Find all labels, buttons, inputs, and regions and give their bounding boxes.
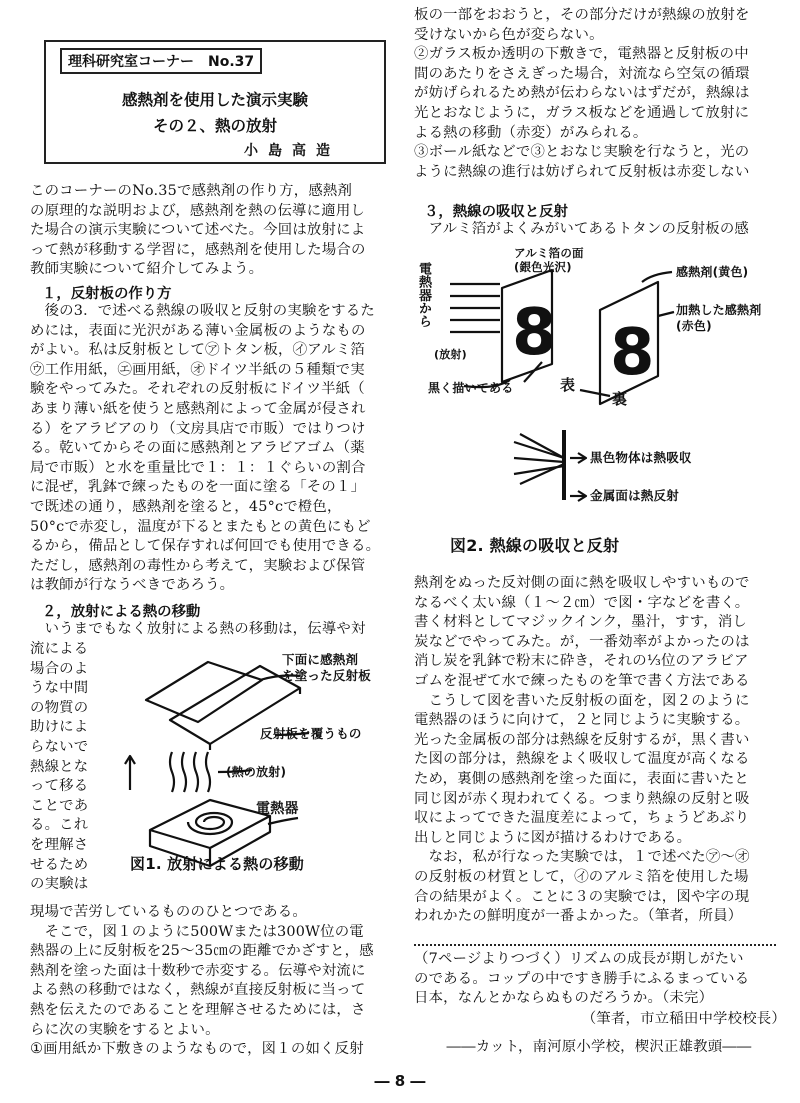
- fig2-label-black: 黒く描いてある: [428, 381, 514, 395]
- section-2-first-line: いうまでもなく放射による熱の移動は，伝導や対: [30, 621, 366, 637]
- section-2-narrow-text: 流による 場合のよ うな中間 の物質の 助けによ らないで 熱線とな って移る ことであ る。これ を理解さ せるため の実験は: [30, 641, 89, 893]
- fig1-label-plate: 下面に感熱剤 を塗った反射板: [282, 652, 371, 683]
- cut-credit: ――カット，南河原小学校，楔沢正雄教頭――: [446, 1039, 752, 1055]
- figure-2: [404, 246, 784, 572]
- fig2-label-front: 表: [560, 376, 576, 394]
- fig2-label-reflect: 金属面は熱反射: [590, 488, 679, 503]
- figure-2-drawing: [404, 246, 784, 572]
- fig2-caption: 図2. 熱線の吸収と反射: [450, 536, 620, 555]
- fig2-label-red: 加熱した感熱剤 (赤色): [676, 303, 762, 333]
- ray-3: [194, 752, 198, 792]
- section-heading-3: ３，熱線の吸収と反射: [424, 204, 568, 220]
- reflector-plate: [146, 662, 262, 722]
- figure-1: [110, 640, 400, 900]
- fig2-label-alum: アルミ箔の面 (銀色光沢): [514, 246, 584, 274]
- ray-1: [170, 752, 174, 792]
- title-box: [44, 40, 386, 164]
- fig1-label-heater: 電熱器: [256, 801, 299, 817]
- section-2-body: 現場で苦労しているもののひとつである。 そこで，図１のように500Wまたは300W位の電 熱器の上に反射板を25〜35㎝の距離でかざすと，感 熱剤を塗った面は十数秒で赤変する。伝導や対流に よる熱の移動ではなく，熱線が直接反射板に当って 熱を伝えたのであることを理解させるためには，さ らに次の実験をするとよい。 ①画用紙か下敷きのようなもので，図１の如く反射: [30, 904, 374, 1058]
- signature: （筆者，市立稲田中学校校長）: [581, 1011, 786, 1027]
- section-heading-1: １，反射板の作り方: [42, 286, 172, 302]
- author: 小島高造: [244, 143, 340, 159]
- fig1-label-rays: (熱の放射): [226, 765, 287, 779]
- article-title: 感熱剤を使用した演示実験: [121, 91, 308, 109]
- fig2-label-paint: 感熱剤(黄色): [676, 265, 749, 279]
- right-top-paragraph: 板の一部をおおうと，その部分だけが熱線の放射を 受けないから色が変らない。 ②ガラス板か透明の下敷きで，電熱器と反射板の中 間のあたりをさえぎった場合，対流なら空気の循環 が妨げられるため熱が伝わらないはずだが，熱線は 光とおなじように，ガラス板などを通過して放射に よる熱の移動（赤変）がみられる。 ③ボール紙などで③とおなじ実験を行なうと，光の ように熱線の進行は妨げられて反射板は赤変しない: [414, 7, 750, 180]
- ray-2: [182, 752, 186, 792]
- page-number: ― 8 ―: [374, 1072, 426, 1090]
- section-3-first-line: アルミ箔がよくみがいてあるトタンの反射板の感: [414, 221, 750, 237]
- right-bottom-paragraph: 熱剤をぬった反対側の面に熱を吸収しやすいもので なるべく太い線（１〜２㎝）で図・字などを書く。 書く材料としてマジックインク，墨汁，すす，消し 炭などでやってみた。が，一番効率がよかったのは 消し炭を乳鉢で粉末に砕き，それの⅓位のアラビア ゴムを混ぜて水で練ったものを筆で書く方法である こうして図を書いた反射板の面を，図２のように 電熱器のほうに向けて，２と同じように実験する。 光った金属板の部分は熱線を反射するが，黒く書い た図の部分は，熱線をよく吸収して温度が高くなる ため，裏側の感熱剤を塗った面に，表面に書いたと 同じ図が赤く現われてくる。つまり熱線の反射と吸 収によってできた温度差によって，ちょうどあぶり 出しと同じように図が描けるわけである。 なお，私が行なった実験では，１で述べた㋐〜㋔ の反射板の材質として，㋑のアルミ箔を使用した場 合の結果がよく。ことに３の実験では，図や字の現 われかたの鮮明度が一番よかった。（筆者，所員）: [414, 575, 750, 925]
- digit-front: 8: [512, 296, 557, 370]
- heater-coil: [188, 813, 232, 834]
- fig2-label-rays: (放射): [434, 348, 467, 361]
- intro-paragraph: このコーナーのNo.35で感熱剤の作り方，感熱剤 の原理的な説明および，感熱剤を熱の伝導に適用し た場合の演示実験について述べた。今回は放射によ って熱が移動する学習に，感熱剤を使用した場合の 教師実験について紹介してみよう。: [30, 183, 366, 278]
- fig1-label-cover: 反射板を覆うもの: [260, 726, 362, 741]
- section-heading-2: ２，放射による熱の移動: [42, 604, 201, 620]
- fig2-label-back: 裏: [612, 390, 628, 408]
- pointer-heater: [268, 818, 298, 824]
- fig2-label-heater: 電熱器から: [416, 262, 431, 328]
- series-label: 理科研究室コーナー No.37: [60, 48, 262, 74]
- article-subtitle: その２、熱の放射: [152, 117, 277, 135]
- fig1-caption: 図1. 放射による熱の移動: [130, 855, 304, 873]
- ray-4: [206, 752, 210, 792]
- divider: [414, 944, 776, 946]
- heater-top: [150, 800, 270, 848]
- continued-note: （7ページよりつづく）リズムの成長が期しがたい のである。コップの中ですき勝手にふるまっている 日本，なんとかならぬものだろうか。（未完）: [414, 951, 750, 1007]
- section-1-body: 後の3．で述べる熱線の吸収と反射の実験をするた めには，表面に光沢がある薄い金属板のようなもの がよい。私は反射板として㋐トタン板，㋑アルミ箔 ㋒工作用紙，㋓画用紙，㋔ドイツ半紙の５種類で実 験をやってみた。それぞれの反射板にドイツ半紙（ あまり薄い紙を使うと感熱剤によって金属が侵され る）をアラビアのり（文房具店で市販）ではりつけ る。乾いてからその面に感熱剤とアラビアゴム（薬 局で市販）と水を重量比で１：１：１ぐらいの割合 に混ぜ，乳鉢で練ったものを一面に塗る「その１」 で既述の通り，感熱剤を塗ると，45°cで橙色， 50°cで赤変し，温度が下るとまたもとの黄色にもど るから，備品として保存すれば何回でも使用できる。 ただし，感熱剤の毒性から考えて，実験および保管 は教師が行なうべきであろう。: [30, 303, 381, 594]
- fig2-label-absorb: 黒色物体は熱吸収: [590, 450, 692, 465]
- digit-back: 8: [610, 316, 655, 390]
